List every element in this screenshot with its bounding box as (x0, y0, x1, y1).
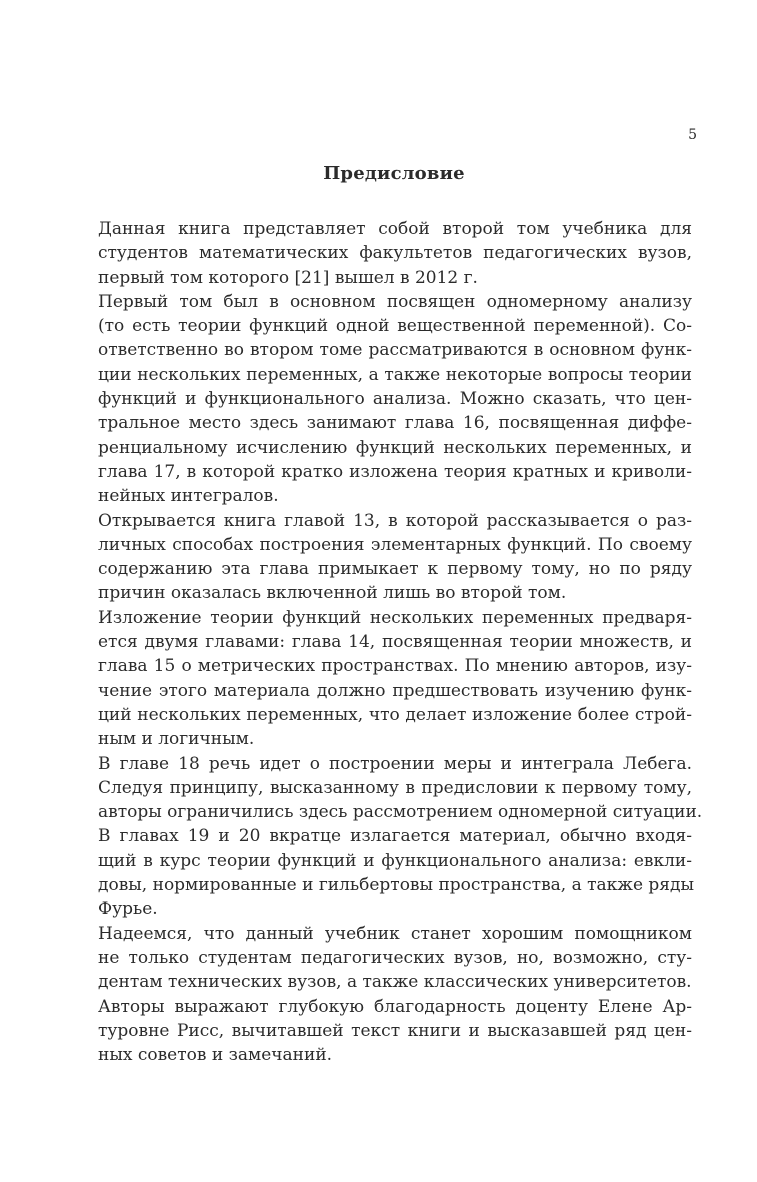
text-line: студентов математических факультетов педагогических вузов, (98, 243, 692, 264)
paragraph (74, 509, 692, 606)
page-number: 5 (688, 127, 697, 143)
page-title: Предисловие (323, 163, 465, 184)
text-line: Следуя принципу, высказанному в предисловии к первому тому, (98, 777, 692, 798)
paragraph (74, 824, 695, 921)
text-line: тральное место здесь занимают глава 16, посвященная диффе- (98, 413, 692, 434)
paragraph (74, 995, 692, 1068)
text-line: Фурье. (98, 899, 158, 920)
text-line: (то есть теории функций одной вещественной переменной). Со- (98, 316, 692, 337)
text-line: дентам технических вузов, а также классических университетов. (98, 972, 692, 993)
text-line: ных советов и замечаний. (98, 1045, 333, 1066)
paragraph (74, 606, 692, 752)
text-line: туровне Рисс, вычитавшей текст книги и высказавшей ряд цен- (98, 1020, 692, 1041)
text-line: В главе 18 речь идет о построении меры и интеграла Лебега. (98, 753, 692, 774)
text-line: первый том которого [21] вышел в 2012 г. (98, 267, 478, 288)
text-line: функций и функционального анализа. Можно сказать, что цен- (98, 389, 692, 410)
paragraph (74, 752, 703, 825)
text-line: ответственно во втором томе рассматриваются в основном функ- (98, 340, 692, 361)
text-line: причин оказалась включенной лишь во второй том. (98, 583, 567, 604)
body-text (74, 217, 703, 1067)
text-line: содержанию эта глава примыкает к первому тому, но по ряду (98, 559, 692, 580)
text-line: довы, нормированные и гильбертовы пространства, а также ряды (98, 875, 695, 896)
text-line: ется двумя главами: глава 14, посвященная теории множеств, и (98, 632, 692, 653)
text-line: ции нескольких переменных, а также некоторые вопросы теории (98, 364, 692, 385)
text-line: не только студентам педагогических вузов, но, возможно, сту- (98, 947, 692, 968)
text-line: ренциальному исчислению функций нескольких переменных, и (98, 437, 692, 458)
text-line: чение этого материала должно предшествовать изучению функ- (98, 680, 692, 701)
text-line: глава 17, в которой кратко изложена теория кратных и криволи- (98, 461, 692, 482)
text-line: Надеемся, что данный учебник станет хорошим помощником (98, 923, 692, 944)
text-line: щий в курс теории функций и функционального анализа: евкли- (98, 850, 692, 871)
text-line: нейных интегралов. (98, 486, 279, 507)
text-line: авторы ограничились здесь рассмотрением одномерной ситуации. (98, 802, 703, 823)
paragraph (74, 922, 692, 995)
text-line: ций нескольких переменных, что делает изложение более строй- (98, 704, 692, 725)
text-line: Данная книга представляет собой второй том учебника для (98, 219, 692, 239)
text-line: Авторы выражают глубокую благодарность доценту Елене Ар- (98, 996, 692, 1017)
text-line: Изложение теории функций нескольких переменных предваря- (98, 607, 692, 628)
text-line: Первый том был в основном посвящен одномерному анализу (98, 291, 692, 312)
paragraph (74, 217, 692, 290)
text-line: ным и логичным. (98, 729, 255, 750)
text-line: В главах 19 и 20 вкратце излагается материал, обычно входя- (98, 826, 692, 847)
paragraph (74, 290, 692, 509)
text-line: Открывается книга главой 13, в которой рассказывается о раз- (98, 510, 692, 531)
text-line: глава 15 о метрических пространствах. По мнению авторов, изу- (98, 656, 692, 677)
text-line: личных способах построения элементарных функций. По своему (98, 534, 692, 555)
